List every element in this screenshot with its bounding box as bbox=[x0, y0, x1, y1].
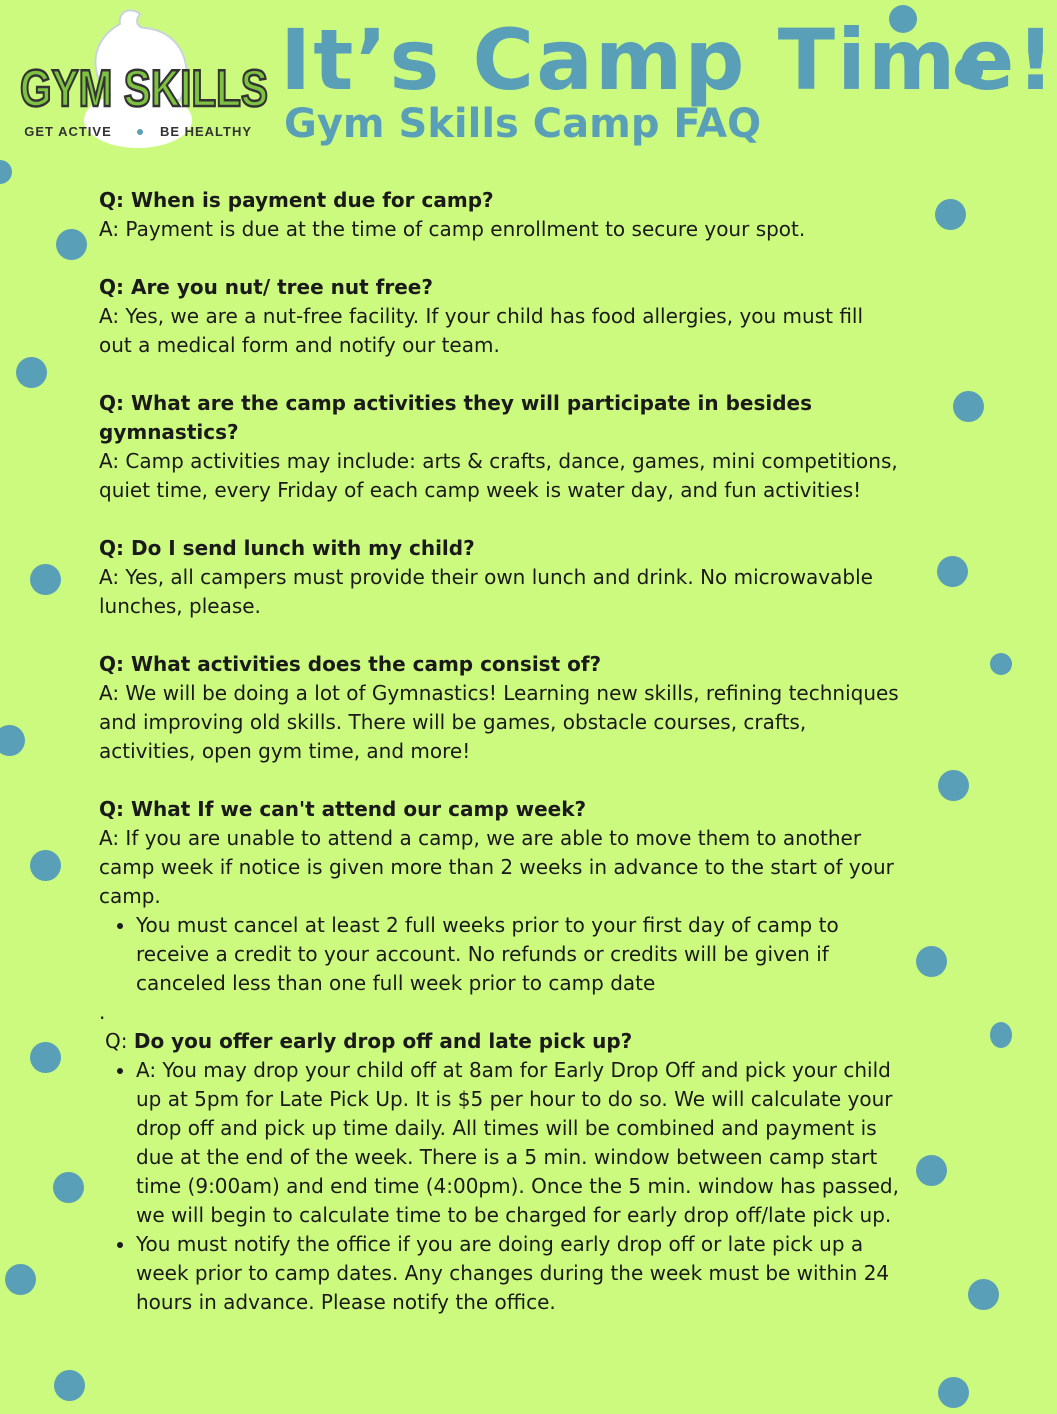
decor-dot bbox=[953, 391, 984, 422]
faq-bullet: • A: You may drop your child off at 8am for Early Drop Off and pick your child up at 5pm for Late Pick Up. It is $5 per hour to do so. We will calculate your drop off and pick up time daily. All times will be combined and payment is due at the end of the week. There is a 5 min. window between camp start time (9:00am) and end time (4:00pm). Once the 5 min. window has passed, we will begin to calculate time to be charged for early drop off/late pick up. bbox=[136, 1056, 899, 1230]
logo-brand: GYM SKILLS bbox=[20, 60, 268, 118]
faq-answer: A: Camp activities may include: arts & crafts, dance, games, mini competitions, quiet time, every Friday of each camp week is water day, and fun activities! bbox=[99, 449, 898, 502]
faq-list bbox=[99, 186, 899, 1317]
decor-dot bbox=[30, 850, 61, 881]
decor-dot bbox=[16, 357, 47, 388]
decor-dot bbox=[30, 564, 61, 595]
decor-dot bbox=[990, 653, 1012, 675]
decor-dot bbox=[916, 946, 947, 977]
decor-dot bbox=[990, 1022, 1012, 1048]
faq-question: Q: Are you nut/ tree nut free? bbox=[99, 275, 433, 299]
page-title: It’s Camp Time! bbox=[280, 11, 1057, 109]
logo-tagline-right: BE HEALTHY bbox=[159, 124, 253, 139]
faq-bullet-list bbox=[99, 911, 899, 998]
faq-question bbox=[105, 1027, 899, 1056]
faq-item-camp-consists bbox=[99, 650, 899, 766]
faq-answer: A: If you are unable to attend a camp, we are able to move them to another camp week if notice is given more than 2 weeks in advance to the start of your camp. bbox=[99, 826, 894, 908]
decor-dot bbox=[916, 1155, 947, 1186]
faq-item-nut-free bbox=[99, 273, 899, 360]
faq-question: Q: What activities does the camp consist of? bbox=[99, 652, 602, 676]
faq-answer: A: Yes, we are a nut-free facility. If your child has food allergies, you must fill out a medical form and notify our team. bbox=[99, 304, 864, 357]
decor-dot bbox=[53, 1172, 84, 1203]
decor-dot bbox=[56, 229, 87, 260]
faq-bullet: • You must notify the office if you are doing early drop off or late pick up a week prior to camp dates. Any changes during the week must be within 24 hours in advance. Please notify the office. bbox=[136, 1230, 899, 1317]
decor-dot bbox=[54, 1370, 85, 1401]
decor-dot bbox=[5, 1264, 36, 1295]
faq-question-text: Do you offer early drop off and late pick up? bbox=[133, 1029, 633, 1053]
faq-item-payment bbox=[99, 186, 899, 244]
faq-question: Q: What If we can't attend our camp week? bbox=[99, 797, 587, 821]
logo-tagline-left: GET ACTIVE bbox=[24, 124, 112, 139]
faq-item-activities bbox=[99, 389, 899, 505]
gym-skills-logo bbox=[14, 8, 274, 148]
decor-dot bbox=[938, 1377, 969, 1408]
faq-question: Q: When is payment due for camp? bbox=[99, 188, 494, 212]
page-subtitle: Gym Skills Camp FAQ bbox=[284, 101, 762, 147]
decor-dot bbox=[0, 725, 25, 756]
faq-question-prefix: Q: bbox=[105, 1029, 128, 1053]
faq-bullet: • You must cancel at least 2 full weeks prior to your first day of camp to receive a credit to your account. No refunds or credits will be given if canceled less than one full week prior to camp date bbox=[136, 911, 899, 998]
decor-dot bbox=[935, 199, 966, 230]
faq-item-early-drop-off bbox=[99, 1027, 899, 1317]
faq-item-cant-attend bbox=[99, 795, 899, 998]
faq-answer: A: We will be doing a lot of Gymnastics! Learning new skills, refining techniques and improving old skills. There will be games, obstacle courses, crafts, activities, open gym time, and more! bbox=[99, 681, 899, 763]
decor-dot bbox=[0, 160, 12, 184]
decor-dot bbox=[938, 770, 969, 801]
faq-answer: A: Payment is due at the time of camp enrollment to secure your spot. bbox=[99, 217, 806, 241]
decor-dot bbox=[968, 1279, 999, 1310]
stray-mark: . bbox=[99, 1000, 106, 1024]
faq-question: Q: What are the camp activities they will participate in besides gymnastics? bbox=[99, 391, 813, 444]
faq-question: Q: Do I send lunch with my child? bbox=[99, 536, 475, 560]
logo-separator bbox=[137, 129, 143, 135]
decor-dot bbox=[30, 1042, 61, 1073]
faq-answer: A: Yes, all campers must provide their own lunch and drink. No microwavable lunches, please. bbox=[99, 565, 873, 618]
decor-dot bbox=[937, 556, 968, 587]
faq-bullet-list bbox=[99, 1056, 899, 1317]
faq-item-lunch bbox=[99, 534, 899, 621]
